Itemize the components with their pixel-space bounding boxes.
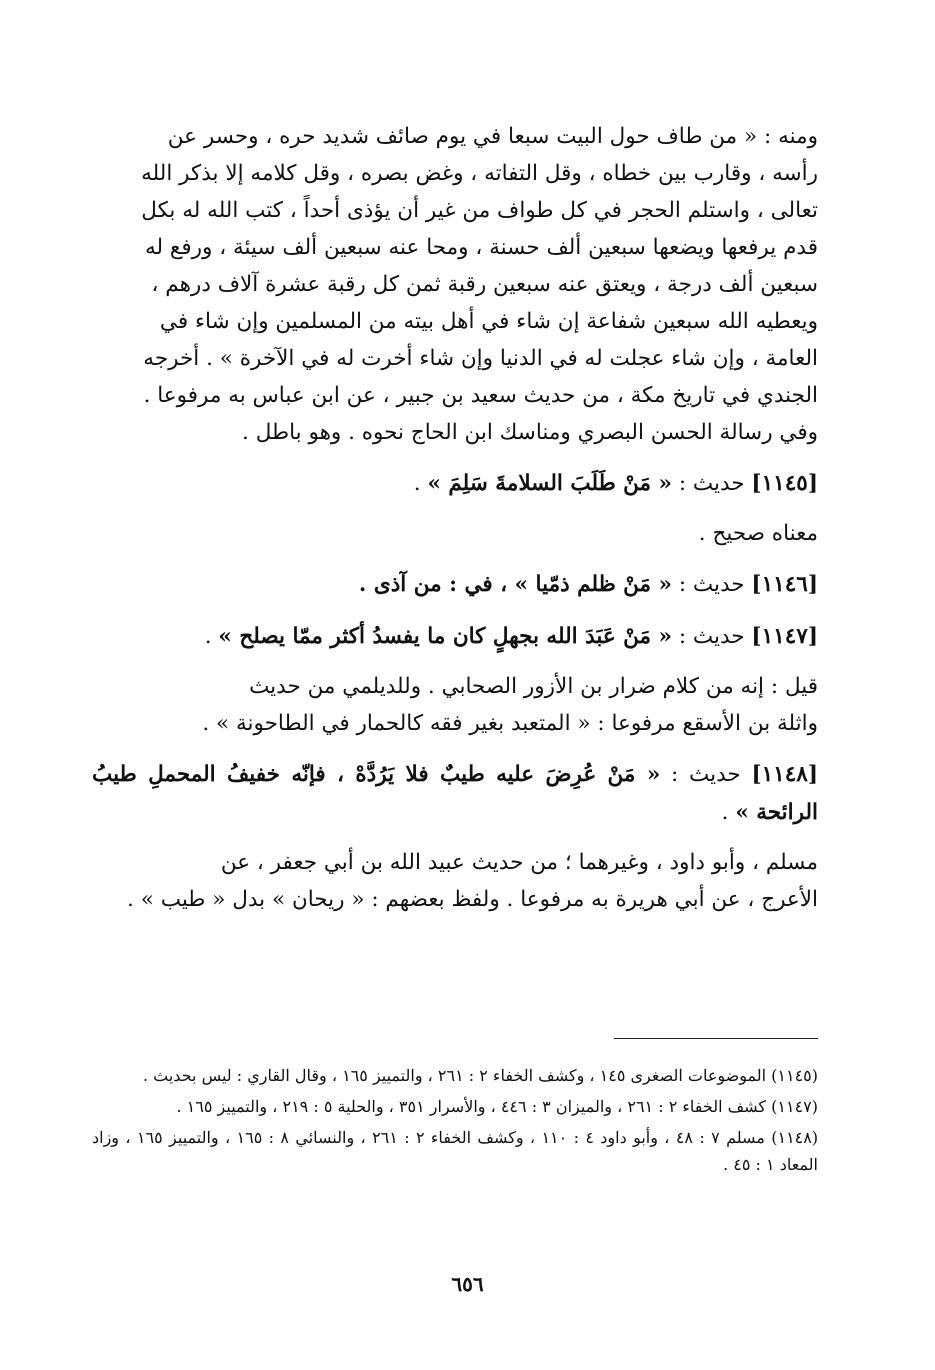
text-line: قدم يرفعها ويضعها سبعين ألف حسنة ، ومحا عنه سبعين ألف سيئة ، ورفع له — [145, 235, 818, 260]
text-line: الأعرج ، عن أبي هريرة به مرفوعا . ولفظ بعضهم : « ريحان » بدل « طيب » . — [127, 887, 818, 912]
footnote: (١١٤٥) الموضوعات الصغرى ١٤٥ ، وكشف الخفاء ٢ : ٢٦١ ، والتمييز ١٦٥ ، وقال القاري : ليس بحديث . — [142, 1066, 818, 1085]
page-number: ٦٥٦ — [451, 1272, 484, 1296]
hadith-text: « مَنْ ظلم ذمّيا » ، في : من آذى . — [358, 572, 672, 597]
hadith-text: « مَنْ عَبَدَ الله بجهلٍ كان ما يفسدُ أكثر ممّا يصلح » — [218, 624, 672, 649]
hadith-1146 — [92, 566, 818, 604]
hadith-end: . — [204, 624, 212, 649]
hadith-number: [١١٤٧] — [751, 624, 818, 649]
paragraph-hadith-tawaf — [92, 118, 818, 451]
text-line: واثلة بن الأسقع مرفوعا : « المتعبد بغير فقه كالحمار في الطاحونة » . — [202, 711, 818, 736]
text-line: تعالى ، واستلم الحجر في كل طواف من غير أن يؤذى أحداً ، كتب الله له بكل — [141, 198, 818, 223]
hadith-label: حديث : — [671, 762, 741, 787]
hadith-1147 — [92, 618, 818, 656]
book-page — [92, 118, 818, 1308]
hadith-number: [١١٤٥] — [751, 471, 818, 496]
text-line: ومنه : « من طاف حول البيت سبعا في يوم صائف شديد حره ، وحسر عن — [167, 124, 818, 149]
hadith-label: حديث : — [678, 624, 745, 649]
hadith-end: . — [413, 471, 421, 496]
footnote: (١١٤٨) مسلم ٧ : ٤٨ ، وأبو داود ٤ : ١١٠ ، وكشف الخفاء ٢ : ٢٦١ ، والنسائي ٨ : ١٦٥ ، والتمييز ١٦٥ ، وزاد المعاد ١ : ٤٥ . — [92, 1128, 819, 1174]
hadith-1145 — [92, 465, 818, 503]
text-line: وفي رسالة الحسن البصري ومناسك ابن الحاج نحوه . وهو باطل . — [242, 420, 818, 445]
text-line: سبعين ألف درجة ، ويعتق عنه سبعين رقبة ثمن كل رقبة عشرة آلاف درهم ، — [151, 272, 818, 297]
hadith-end: . — [721, 800, 729, 825]
hadith-1145-comment: معناه صحيح . — [698, 521, 818, 546]
hadith-text: « مَنْ عُرِضَ عليه طيبٌ فلا يَرُدَّهْ ، فإنّه خفيفُ المحملِ طيبُ الرائحة » — [92, 762, 818, 825]
hadith-label: حديث : — [678, 471, 745, 496]
hadith-number: [١١٤٦] — [751, 572, 818, 597]
text-line: العامة ، وإن شاء عجلت له في الدنيا وإن شاء أخرت له في الآخرة » . أخرجه — [143, 346, 818, 371]
text-line: رأسه ، وقارب بين خطاه ، وقل التفاته ، وغض بصره ، وقل كلامه إلا بذكر الله — [141, 161, 818, 186]
hadith-1147-comment — [92, 668, 818, 742]
hadith-text: « مَنْ طَلَبَ السلامةَ سَلِمَ » — [427, 471, 672, 496]
hadith-1148-comment — [92, 844, 818, 918]
hadith-label: حديث : — [678, 572, 745, 597]
footnote-separator — [614, 1038, 818, 1039]
text-line: الجندي في تاريخ مكة ، من حديث سعيد بن جبير ، عن ابن عباس به مرفوعا . — [143, 383, 818, 408]
footnote: (١١٤٧) كشف الخفاء ٢ : ٢٦١ ، والميزان ٣ : ٤٤٦ ، والأسرار ٣٥١ ، والحلية ٥ : ٢١٩ ، والتمييز ١٦٥ . — [176, 1097, 818, 1116]
text-line: ويعطيه الله سبعين شفاعة إن شاء في أهل بيته من المسلمين وإن شاء في — [159, 309, 818, 334]
text-line: قيل : إنه من كلام ضرار بن الأزور الصحابي . وللديلمي من حديث — [249, 674, 818, 699]
footnotes — [92, 1062, 818, 1182]
text-line: مسلم ، وأبو داود ، وغيرهما ؛ من حديث عبيد الله بن أبي جعفر ، عن — [220, 850, 818, 875]
hadith-1148 — [92, 756, 818, 832]
hadith-number: [١١٤٨] — [751, 762, 819, 787]
